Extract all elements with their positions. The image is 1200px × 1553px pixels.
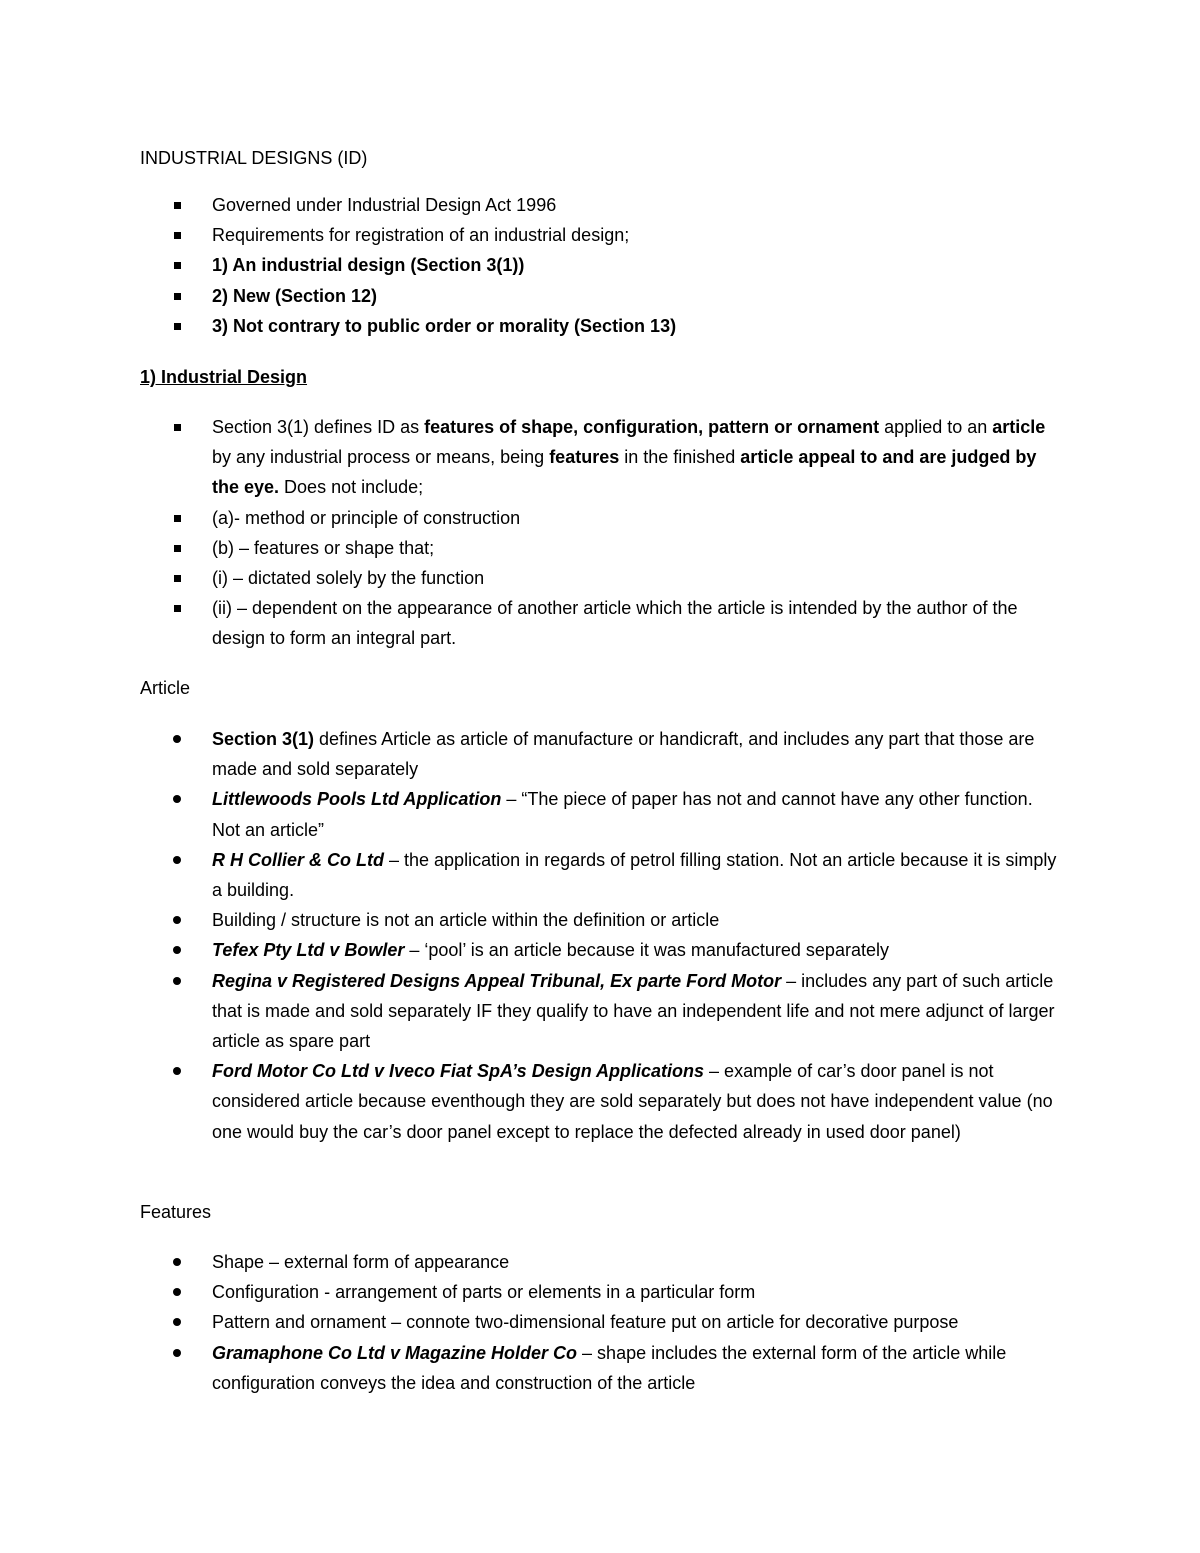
list-item	[140, 311, 1060, 341]
bullet-dot-icon	[173, 916, 181, 924]
list-item-text: Section 3(1) defines ID as	[212, 417, 425, 437]
section-heading-industrial-design: 1) Industrial Design	[140, 367, 308, 387]
bullet-dot-icon	[173, 1349, 181, 1357]
bullet-square-icon	[174, 232, 181, 239]
list-item-text: – example of car’s door panel is not considered article because eventhough they are sold separately but does not have independent value (no one would buy the car’s door panel except to replace the defected already in used door panel)	[212, 1061, 1053, 1142]
bullet-square-icon	[174, 323, 181, 330]
case-name: Littlewoods Pools Ltd Application	[212, 789, 502, 810]
list-item-text: – “The piece of paper has not and cannot have any other function. Not an article”	[212, 789, 1033, 840]
list-item	[140, 1277, 1060, 1307]
case-name: Regina v Registered Designs Appeal Tribunal, Ex parte Ford Motor	[212, 970, 782, 991]
list-item	[140, 724, 1060, 784]
list-item	[140, 412, 1060, 503]
list-item-text: in the finished	[619, 447, 741, 468]
case-name: Tefex Pty Ltd v Bowler	[212, 940, 405, 961]
industrial-design-list	[140, 412, 1060, 654]
case-name: R H Collier & Co Ltd	[212, 849, 384, 870]
section-heading-features: Features	[140, 1202, 212, 1222]
list-item-text: applied to an	[879, 417, 993, 437]
list-item-text: 3) Not contrary to public order or morality (Section 13)	[212, 315, 677, 336]
bullet-dot-icon	[173, 735, 181, 743]
bullet-dot-icon	[173, 856, 181, 864]
list-item-text: – the application in regards of petrol filling station. Not an article because it is simply a building.	[212, 849, 1057, 901]
list-item-text: 1) An industrial design (Section 3(1))	[212, 255, 525, 276]
list-item	[140, 220, 1060, 250]
bullet-dot-icon	[173, 1318, 181, 1326]
list-item	[140, 1056, 1060, 1147]
list-item-text: (ii) – dependent on the appearance of another article which the article is intended by the author of the design to form an integral part.	[212, 598, 1018, 649]
list-item	[140, 966, 1060, 1057]
article-list	[140, 724, 1060, 1147]
list-item	[140, 1247, 1060, 1277]
bullet-square-icon	[174, 515, 181, 522]
list-item	[140, 935, 1060, 965]
list-item-text: – ‘pool’ is an article because it was manufactured separately	[404, 940, 889, 961]
list-item-text: – includes any part of such article that is made and sold separately IF they qualify to have an independent life and not mere adjunct of larger article as spare part	[212, 970, 1055, 1052]
bullet-dot-icon	[173, 977, 181, 985]
case-name: Gramaphone Co Ltd v Magazine Holder Co	[212, 1342, 578, 1363]
case-name: Ford Motor Co Ltd v Iveco Fiat SpA’s Design Applications	[212, 1061, 705, 1082]
list-item-text: defines Article as article of manufacture or handicraft, and includes any part that those are made and sold separately	[212, 729, 1035, 780]
bullet-square-icon	[174, 262, 181, 269]
list-item-text: (b) – features or shape that;	[212, 537, 435, 558]
features-list	[140, 1247, 1060, 1398]
list-item-text: by any industrial process or means, being	[212, 447, 550, 468]
list-item-text: (i) – dictated solely by the function	[212, 568, 485, 589]
list-item-text: features of shape, configuration, pattern or ornament	[424, 417, 880, 437]
list-item	[140, 905, 1060, 935]
list-item-text: Requirements for registration of an industrial design;	[212, 225, 630, 246]
bullet-square-icon	[174, 293, 181, 300]
bullet-square-icon	[174, 545, 181, 552]
list-item-text: Building / structure is not an article within the definition or article	[212, 910, 720, 931]
bullet-dot-icon	[173, 946, 181, 954]
document-title: INDUSTRIAL DESIGNS (ID)	[140, 148, 368, 168]
list-item-text: Governed under Industrial Design Act 1996	[212, 195, 557, 215]
list-item	[140, 563, 1060, 593]
bullet-square-icon	[174, 575, 181, 582]
bullet-dot-icon	[173, 1067, 181, 1075]
bullet-dot-icon	[173, 795, 181, 803]
list-item-text: 2) New (Section 12)	[212, 285, 378, 306]
list-item-text: features	[549, 447, 620, 468]
list-item-text: Shape – external form of appearance	[212, 1252, 510, 1272]
list-item	[140, 845, 1060, 905]
list-item	[140, 190, 1060, 220]
list-item-text: Section 3(1)	[212, 729, 315, 749]
list-item	[140, 533, 1060, 563]
list-item	[140, 1338, 1060, 1398]
list-item	[140, 250, 1060, 280]
bullet-square-icon	[174, 424, 181, 431]
intro-list	[140, 190, 1060, 341]
list-item-text: Pattern and ornament – connote two-dimensional feature put on article for decorative purpose	[212, 1312, 959, 1333]
list-item-text: – shape includes the external form of the article while configuration conveys the idea and construction of the article	[212, 1342, 1007, 1393]
bullet-square-icon	[174, 202, 181, 209]
list-item-text: article appeal to and are judged by the eye.	[212, 447, 1037, 498]
list-item-text: (a)- method or principle of construction	[212, 507, 521, 528]
bullet-square-icon	[174, 605, 181, 612]
bullet-dot-icon	[173, 1288, 181, 1296]
list-item-text: article	[992, 417, 1046, 437]
list-item	[140, 1307, 1060, 1337]
list-item	[140, 281, 1060, 311]
bullet-dot-icon	[173, 1258, 181, 1266]
list-item-text: Does not include;	[279, 477, 424, 498]
list-item-text: Configuration - arrangement of parts or elements in a particular form	[212, 1282, 756, 1303]
list-item	[140, 784, 1060, 844]
section-heading-article: Article	[140, 678, 191, 698]
list-item	[140, 593, 1060, 653]
list-item	[140, 503, 1060, 533]
